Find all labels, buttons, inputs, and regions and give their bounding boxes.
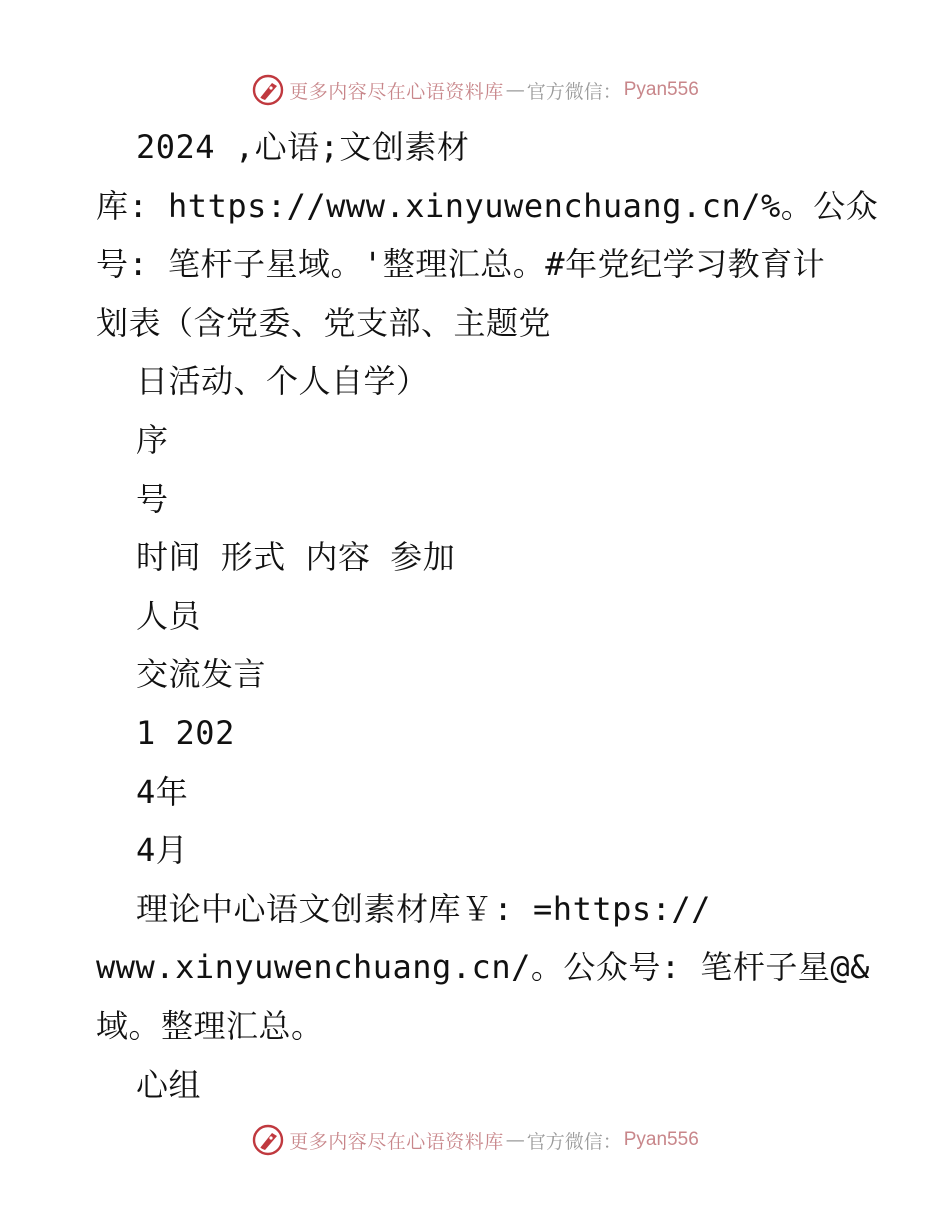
body-line: 交流发言 <box>136 655 267 694</box>
pen-nib-logo-icon <box>251 1123 285 1157</box>
banner-wechat-id: Pyan556 <box>623 79 699 100</box>
pen-nib-logo-icon <box>251 73 285 107</box>
banner-text: 更多内容尽在心语资料库 <box>289 80 504 103</box>
body-line: 划表（含党委、党支部、主题党 <box>96 303 552 342</box>
banner-official-label: 官方微信： <box>526 1130 622 1153</box>
body-line: www.xinyuwenchuang.cn/。公众号: 笔杆子星@& <box>96 948 870 987</box>
footer-banner <box>0 1120 950 1160</box>
body-line: 域。整理汇总。 <box>96 1006 324 1045</box>
banner-separator: — <box>505 1129 525 1151</box>
banner-text: 更多内容尽在心语资料库 <box>289 1130 504 1153</box>
banner-wechat-id: Pyan556 <box>623 1129 699 1150</box>
body-line: 4月 <box>136 831 189 870</box>
header-banner <box>0 70 950 110</box>
body-line: 号: 笔杆子星域。'整理汇总。#年党纪学习教育计 <box>96 245 826 284</box>
body-line: 序 <box>136 420 169 459</box>
body-line: 库: https://www.xinyuwenchuang.cn/%。公众 <box>96 186 879 225</box>
document-body <box>96 118 879 1114</box>
body-line: 心组 <box>136 1065 202 1104</box>
body-line: 人员 <box>136 596 202 635</box>
body-line: 时间 形式 内容 参加 <box>136 538 456 577</box>
banner-official-label: 官方微信： <box>526 80 622 103</box>
body-line: 2024 ,心语;文创素材 <box>136 128 470 166</box>
body-line: 1 202 <box>136 713 235 752</box>
body-line: 理论中心语文创素材库￥: =https:// <box>136 889 711 928</box>
body-line: 日活动、个人自学） <box>136 362 429 401</box>
body-line: 4年 <box>136 772 189 811</box>
banner-separator: — <box>505 79 525 101</box>
body-line: 号 <box>136 479 169 518</box>
